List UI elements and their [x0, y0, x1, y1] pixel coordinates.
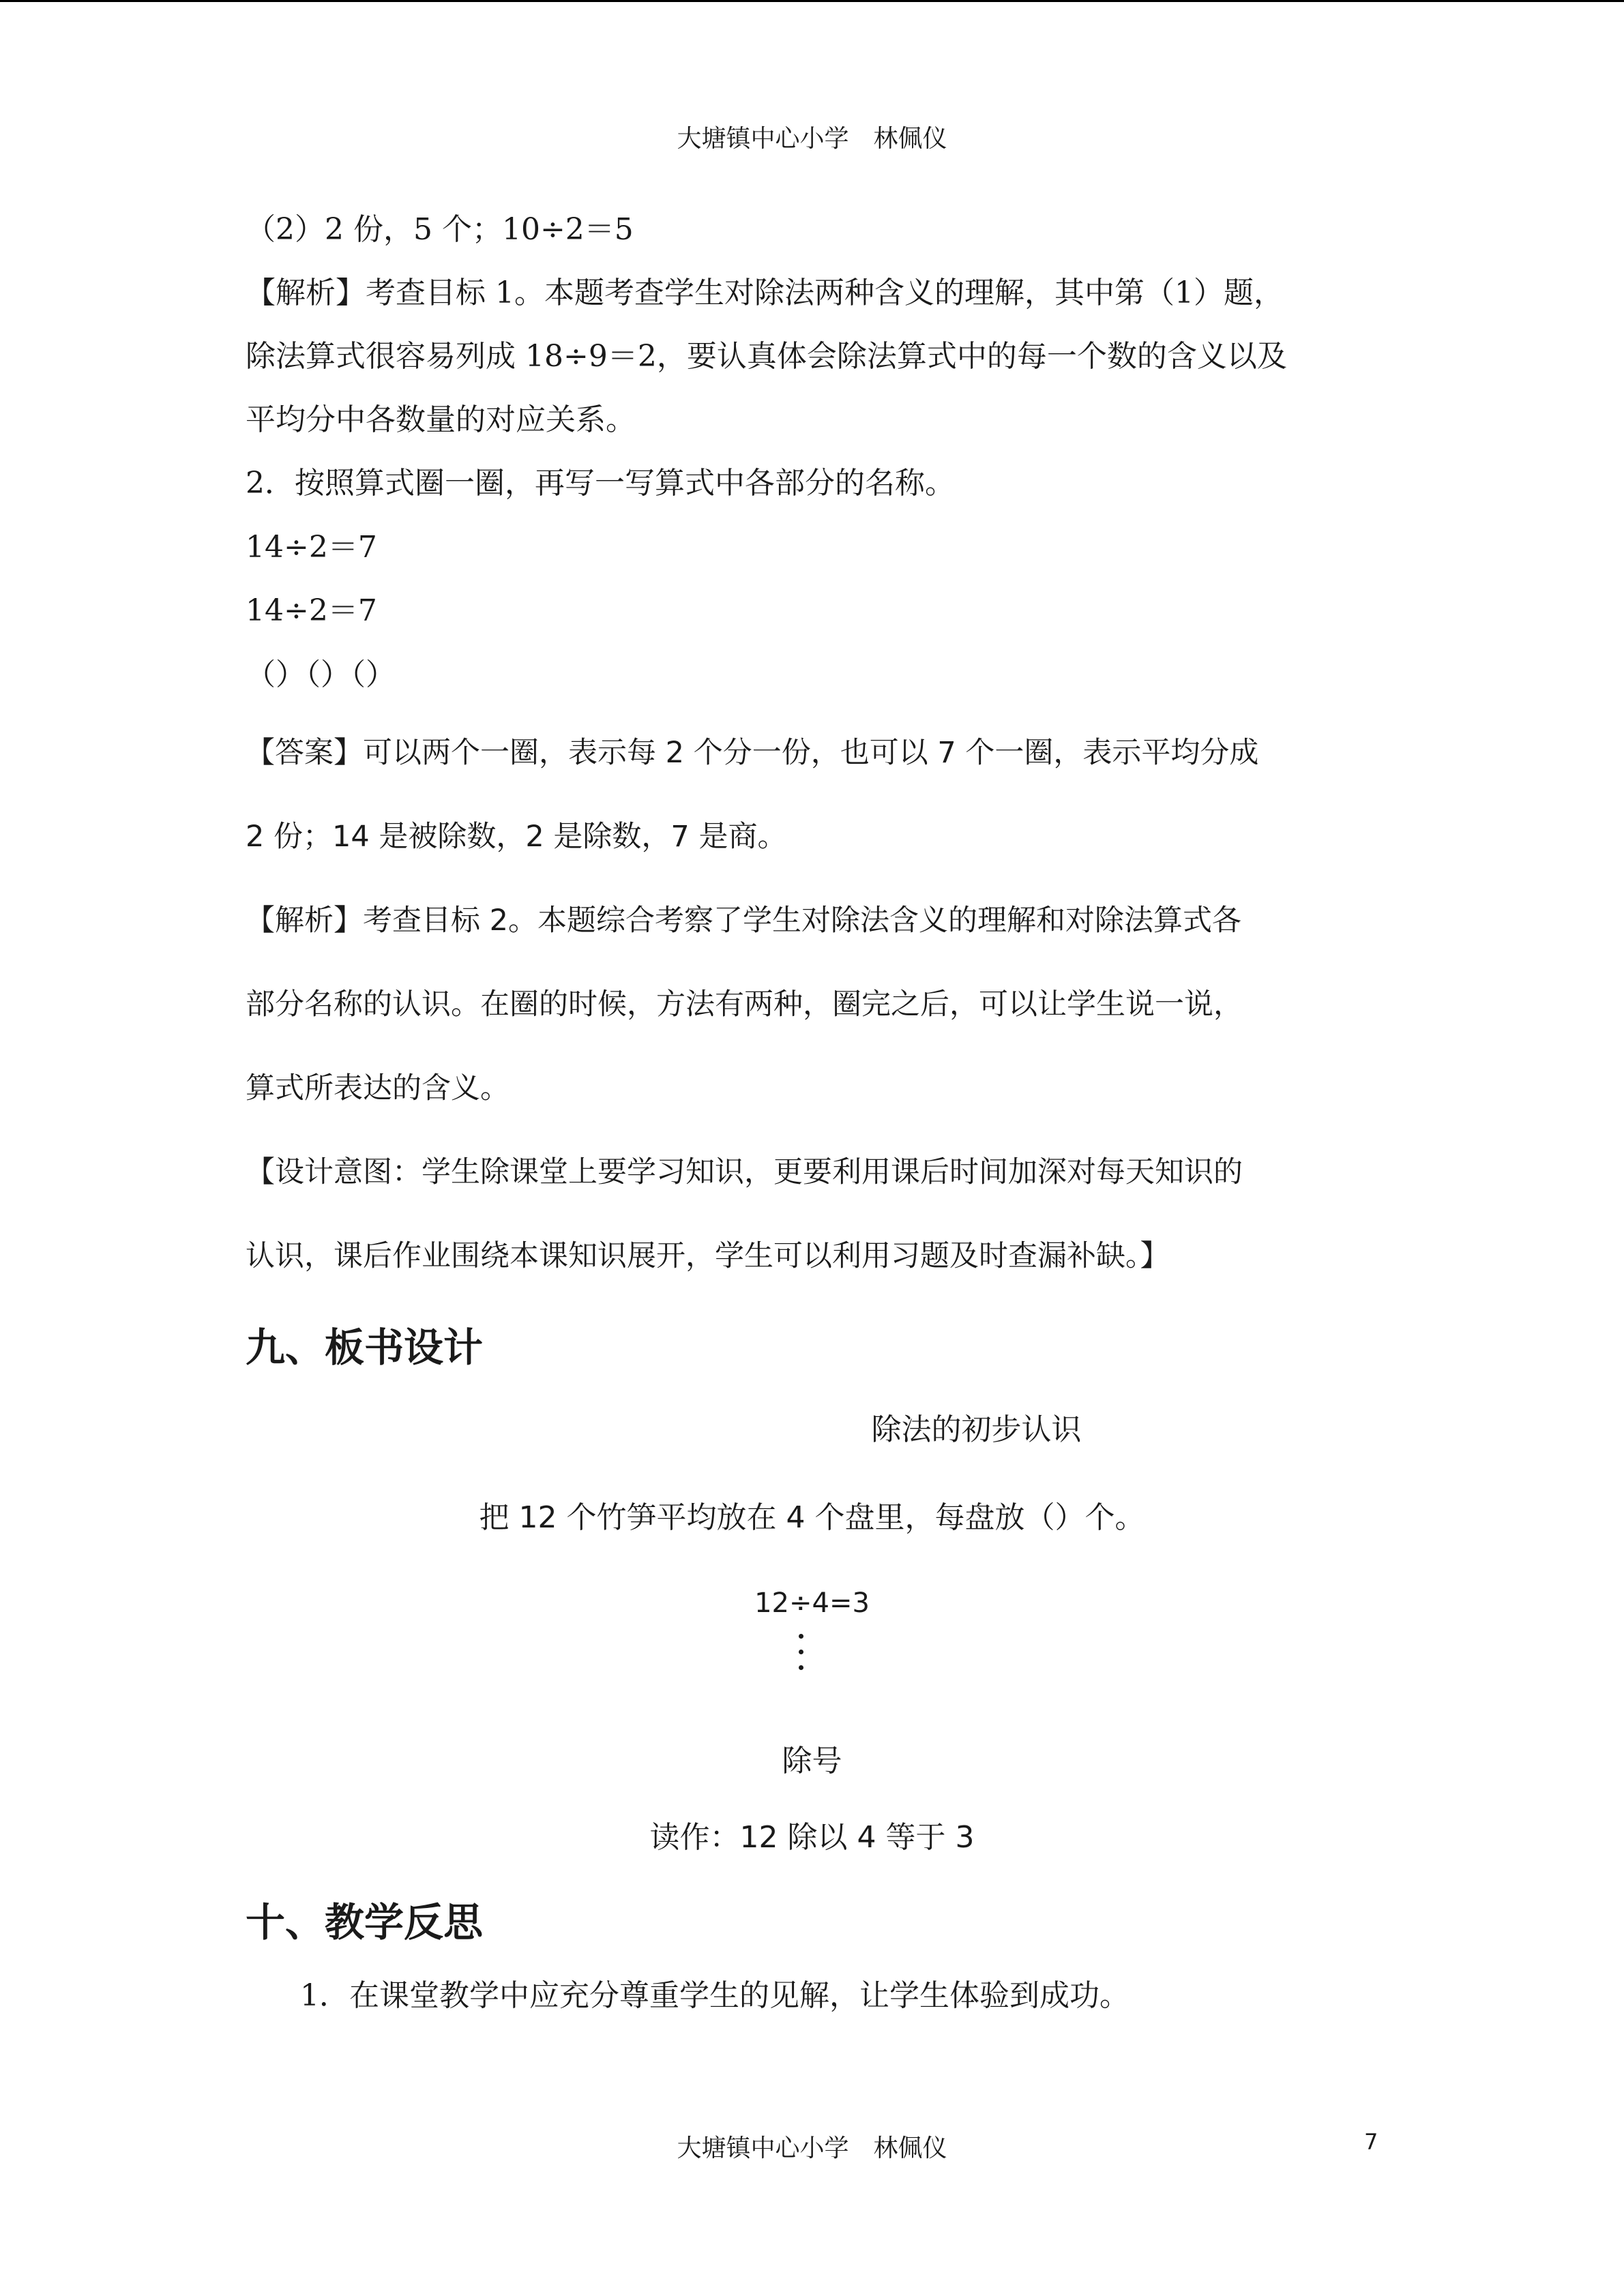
page-number: 7: [1364, 2129, 1378, 2155]
answer-line-2: （2）2 份，5 个；10÷2＝5: [246, 212, 634, 247]
analysis-line-2: 除法算式很容易列成 18÷9＝2，要认真体会除法算式中的每一个数的含义以及: [246, 339, 1287, 374]
analysis2-line-c: 算式所表达的含义。: [246, 1071, 510, 1105]
design-intent-line-a: 【设计意图：学生除课堂上要学习知识，更要利用课后时间加深对每天知识的: [246, 1155, 1243, 1189]
page-top-border: [0, 0, 1624, 2]
analysis-line-3: 平均分中各数量的对应关系。: [246, 402, 636, 437]
analysis2-line-a: 【解析】考查目标 2。本题综合考察了学生对除法含义的理解和对除法算式各: [246, 904, 1242, 938]
board-formula: 12÷4=3: [754, 1587, 870, 1619]
reflection-item-1: 1．在课堂教学中应充分尊重学生的见解，让学生体验到成功。: [300, 1978, 1130, 2013]
page-header: 大塘镇中心小学 林佩仪: [677, 125, 947, 153]
analysis2-line-b: 部分名称的认识。在圈的时候，方法有两种，圈完之后，可以让学生说一说，: [246, 987, 1243, 1022]
pointer-dots: [799, 1634, 807, 1681]
section-10-heading: 十、教学反思: [246, 1899, 484, 1945]
equation-1: 14÷2＝7: [246, 530, 377, 565]
division-sign-label: 除号: [782, 1744, 842, 1778]
design-intent-line-b: 认识，课后作业围绕本课知识展开，学生可以利用习题及时查漏补缺。】: [246, 1239, 1170, 1273]
board-line: 把 12 个竹笋平均放在 4 个盘里，每盘放（）个。: [479, 1500, 1145, 1535]
answer-line-a: 【答案】可以两个一圈，表示每 2 个分一份，也可以 7 个一圈，表示平均分成: [246, 736, 1259, 770]
page-footer: 大塘镇中心小学 林佩仪: [677, 2134, 947, 2162]
board-reading: 读作：12 除以 4 等于 3: [649, 1820, 975, 1855]
blank-parentheses: （）（）（）: [246, 657, 396, 692]
analysis-line-1: 【解析】考查目标 1。本题考查学生对除法两种含义的理解，其中第（1）题，: [246, 275, 1284, 310]
answer-line-b: 2 份；14 是被除数，2 是除数，7 是商。: [246, 820, 787, 854]
section-9-heading: 九、板书设计: [246, 1324, 484, 1371]
equation-2: 14÷2＝7: [246, 593, 377, 628]
question-2: 2．按照算式圈一圈，再写一写算式中各部分的名称。: [246, 466, 955, 501]
board-title: 除法的初步认识: [871, 1412, 1082, 1447]
